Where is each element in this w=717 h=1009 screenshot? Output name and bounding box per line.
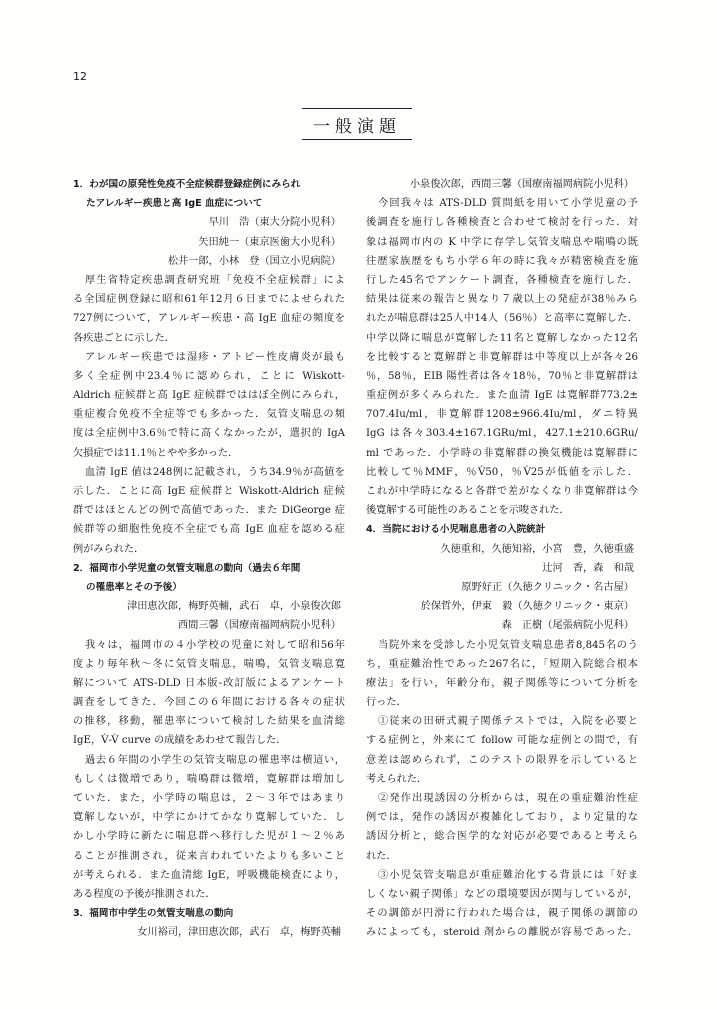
abstract-4-body-line: その調節が円滑に行われた場合は，親子関係の調節の xyxy=(366,908,638,920)
abstract-4-body-line: ①従来の田研式親子関係テストでは，入院を必要と xyxy=(378,716,638,728)
abstract-3-title: 3．福岡市中学生の気管支喘息の動向 xyxy=(73,908,234,920)
abstract-1-author: 早川 浩（東大分院小児科） xyxy=(208,217,341,229)
abstract-2-body-line: ある程度の予後が推測された． xyxy=(73,888,216,900)
left-column xyxy=(73,175,345,943)
abstract-3-body-line: 後寛解する可能性のあることを示唆された． xyxy=(366,505,570,517)
page-number: 12 xyxy=(73,70,87,83)
abstract-1-author: 松井一郎，小林 登（国立小児病院） xyxy=(167,255,341,267)
abstract-2-body-line: 過去６年間の小学生の気管支喘息の罹患率は横這い， xyxy=(85,754,345,766)
abstract-4-body-line: 当院外来を受診した小児気管支喘息患者8,845名のう xyxy=(378,639,638,651)
abstract-3-body-line: 重症例が多くみられた．また血清 IgE は寛解群773.2± xyxy=(366,390,638,402)
abstract-3-body-line: 比較して％MMF，％V̇50，％V̇25が低値を示した． xyxy=(366,466,638,478)
abstract-1-author: 矢田純一（東京医歯大小児科） xyxy=(198,236,341,248)
abstract-4-author: 辻河 香，森 和哉 xyxy=(542,562,634,574)
abstract-4-body-line: ち，重症難治性であった267名に，「短期入院総合根本 xyxy=(366,658,638,670)
abstract-2-body-line: 解について ATS-DLD 日本版-改訂版によるアンケート xyxy=(73,677,345,689)
abstract-1-body-line: 例がみられた． xyxy=(73,543,145,555)
abstract-4-body-line: しくない親子関係」などの環境要因が関与しているが， xyxy=(366,888,638,900)
abstract-4-body-line: ②発作出現誘因の分析からは，現在の重症難治性症 xyxy=(378,793,638,804)
abstract-4-author: 久徳重和，久徳知裕，小宮 豊，久徳重盛 xyxy=(440,543,634,555)
abstract-4-author: 森 正樹（尾張病院小児科） xyxy=(501,620,634,632)
abstract-1-body-line: 群ではほとんどの例で高値であった．また DiGeorge 症 xyxy=(73,505,345,517)
abstract-2-author: 西間三馨（国療南福岡病院小児科） xyxy=(178,620,341,632)
abstract-2-body-line: 我々は，福岡市の４小学校の児童に対して昭和56年 xyxy=(85,639,345,651)
abstract-3-body-line: これが中学時になると各群で差がなくなり非寛解群は今 xyxy=(366,486,638,497)
abstract-3-body-line: 後調査を施行し各種検査と合わせて検討を行った．対 xyxy=(366,217,638,229)
abstract-2-title-cont: の罹患率とその予後） xyxy=(86,581,182,593)
abstract-2-body-line: ることが推測され，従来言われていたよりも多いこと xyxy=(73,850,345,862)
abstract-1-body-line: 重症複合免疫不全症等でも多かった．気管支喘息の頻 xyxy=(73,409,345,421)
abstract-2-body-line: 調査をしてきた．今回この６年間における各々の症状 xyxy=(73,697,345,709)
abstract-4-author: 於保哲外，伊東 毅（久徳クリニック・東京） xyxy=(420,601,634,613)
abstract-1-body-line: 各疾患ごとに示した． xyxy=(73,332,175,344)
abstract-1-body-line: 727例について，アレルギー疾患・高 IgE 血症の頻度を xyxy=(73,313,345,325)
abstract-1-body-line: 示した．ことに高 IgE 症候群と Wiskott-Aldrich 症候 xyxy=(73,486,345,497)
abstract-2-body-line: の推移，移動，罹患率について検討した結果を血清総 xyxy=(73,716,345,728)
abstract-1-title-cont: たアレルギー疾患と高 IgE 血症について xyxy=(86,198,263,210)
abstract-2-body-line: ていた．また，小学時の喘息は，２～３年ではあまり xyxy=(73,793,345,804)
abstract-4-body-line: ③小児気管支喘息が重症難治化する背景には「好ま xyxy=(378,869,638,881)
right-column xyxy=(366,175,638,943)
abstract-2-body-line: もしくは微増であり，喘鳴群は微増，寛解群は増加し xyxy=(73,773,345,785)
abstract-4-body-line: みによっても，steroid 剤からの離脱が容易であった． xyxy=(366,927,638,939)
abstract-3-body-line: 今回我々は ATS-DLD 質問紙を用いて小学児童の予 xyxy=(378,198,638,210)
abstract-4-author: 原野好正（久徳クリニック・名古屋） xyxy=(461,581,634,593)
abstract-1-title: 1．わが国の原発性免疫不全症候群登録症例にみられ xyxy=(73,179,301,190)
section-title: 一般演題 xyxy=(302,108,412,140)
abstract-2-body-line: 度より毎年秋～冬に気管支喘息，喘鳴，気管支喘息寛 xyxy=(73,658,345,670)
abstract-1-body-line: 度は全症例中3.6％で特に高くなかったが，選択的 IgA xyxy=(73,428,345,440)
abstract-3-body-line: を比較すると寛解群と非寛解群は中等度以上が各々26 xyxy=(366,351,638,363)
abstract-3-body-line: 結果は従来の報告と異なり７歳以上の発症が38％みら xyxy=(366,294,638,306)
abstract-1-body-line: 欠損症では11.1％とやや多かった． xyxy=(73,447,239,459)
abstract-3-body-line: 707.4Iu/ml，非寛解群1208±966.4Iu/ml，ダニ特異 xyxy=(366,409,638,421)
abstract-4-body-line: れた． xyxy=(366,850,397,862)
abstract-3-body-line: 行した45名でアンケート調査，各種検査を施行した． xyxy=(366,274,638,286)
abstract-1-body-line: 候群等の細胞性免疫不全症でも高 IgE 血症を認める症 xyxy=(73,524,345,536)
abstract-4-body-line: 例では，発作の誘因が複雑化しており，より定量的な xyxy=(366,812,638,824)
abstract-4-body-line: 考えられた． xyxy=(366,773,428,785)
abstract-2-title: 2．福岡市小学児童の気管支喘息の動向（過去６年間 xyxy=(73,562,301,574)
abstract-2-body-line: 寛解しないが，中学にかけてかなり寛解していた．し xyxy=(73,812,345,824)
abstract-3-body-line: 象は福岡市内の K 中学に存学し気管支喘息や喘鳴の既 xyxy=(366,236,638,248)
abstract-3-body-line: IgG は各々303.4±167.1GRu/ml，427.1±210.6GRu/ xyxy=(366,428,638,440)
abstract-3-author: 小泉俊次郎，西間三馨（国療南福岡病院小児科） xyxy=(409,179,634,190)
abstract-2-author: 津田恵次郎，梅野英輔，武石 卓，小泉俊次郎 xyxy=(127,601,341,613)
abstract-1-body-line: る全国症例登録に昭和61年12月６日までによせられた xyxy=(73,294,345,306)
abstract-1-body-line: Aldrich 症候群と高 IgE 症候群でははぼ全例にみられ， xyxy=(73,390,345,402)
abstract-1-body-line: 多く全症例中23.4％に認められ，ことに Wiskott- xyxy=(73,370,345,382)
abstract-2-body-line: IgE，V̇-V̇ curve の成績をあわせて報告した． xyxy=(73,735,287,747)
abstract-1-body-line: 血清 IgE 値は248例に記載され，うち34.9％が高値を xyxy=(85,466,345,478)
abstract-4-body-line: 行った． xyxy=(366,697,407,709)
abstract-1-body-line: 厚生省特定疾患調査研究班「免疫不全症候群」によ xyxy=(85,274,345,286)
abstract-4-title: 4．当院における小児喘息患者の入院統計 xyxy=(366,524,546,536)
abstract-3-body-line: ml であった．小学時の非寛解群の換気機能は寛解群に xyxy=(366,447,638,459)
abstract-1-body-line: アレルギー疾患では湿疹・アトピー性皮膚炎が最も xyxy=(85,351,345,363)
abstract-3-body-line: 中学以降に喘息が寛解した11名と寛解しなかった12名 xyxy=(366,332,638,344)
abstract-4-body-line: する症例と，外来にて follow 可能な症例との間で，有 xyxy=(366,735,638,747)
abstract-3-body-line: ％，58％，EIB 陽性者は各々18％，70％と非寛解群は xyxy=(366,370,638,382)
abstract-4-body-line: 誘因分析と，総合医学的な対応が必要であると考えら xyxy=(366,831,638,843)
abstract-4-body-line: 療法」を行い，年齢分布，親子関係等について分析を xyxy=(366,677,638,689)
abstract-3-body-line: れたが喘息群は25人中14人（56％）と高率に寛解した． xyxy=(366,313,638,325)
abstract-4-body-line: 意差は認められず，このテストの限界を示していると xyxy=(366,754,638,766)
abstract-2-body-line: が考えられる．また血清総 IgE，呼吸機能検査により， xyxy=(73,869,345,881)
abstract-3-body-line: 往歴家族歴をもち小学６年の時に我々が精密検査を施 xyxy=(366,255,638,267)
abstract-2-body-line: かし小学時に新たに喘息群へ移行した児が１～２％あ xyxy=(73,831,345,843)
abstract-3-author: 女川裕司，津田恵次郎，武石 卓，梅野英輔 xyxy=(137,927,341,939)
